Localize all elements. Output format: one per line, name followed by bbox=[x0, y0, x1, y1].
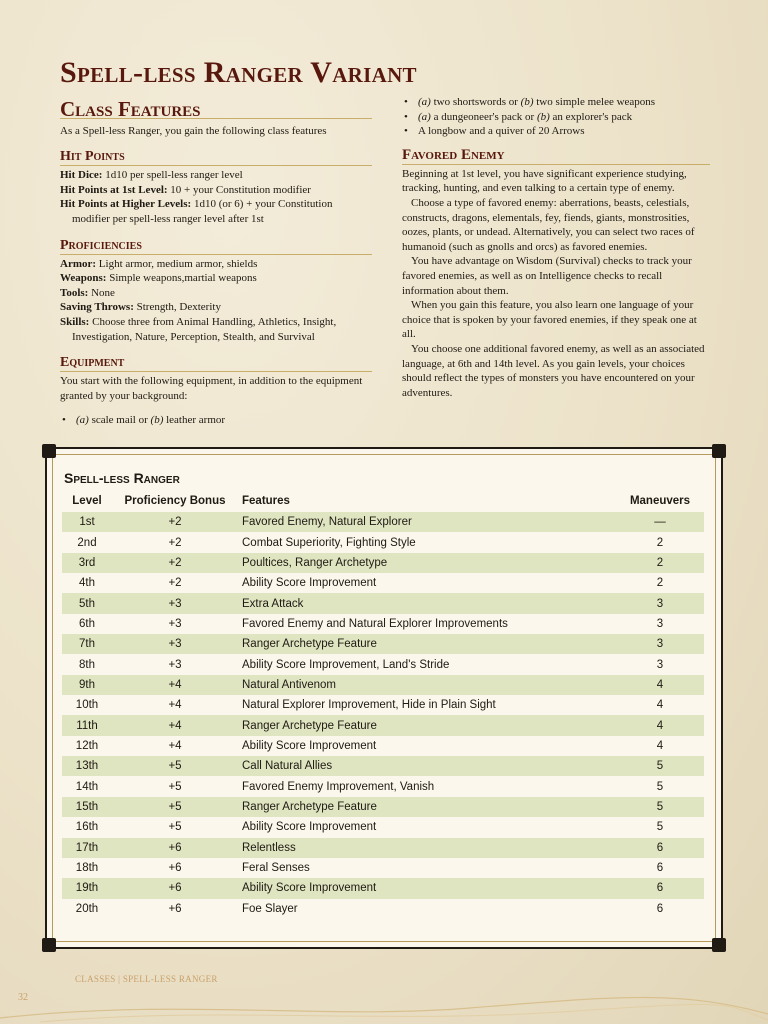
cell-level: 16th bbox=[75, 821, 99, 834]
cell-maneuvers: 3 bbox=[656, 638, 664, 651]
armor-label: Armor: bbox=[60, 257, 97, 270]
hp-higher-line bbox=[60, 197, 372, 226]
skills-text: Choose three from Animal Handling, Athletics, Insight, Investigation, Nature, Perception, Stealth, and Survival bbox=[72, 315, 337, 343]
cell-proficiency-bonus: +5 bbox=[168, 800, 182, 813]
table-row bbox=[62, 512, 704, 532]
saves-label: Saving Throws: bbox=[60, 301, 134, 314]
cell-level: 7th bbox=[79, 638, 95, 651]
cell-features: Ranger Archetype Feature bbox=[242, 800, 377, 813]
cell-maneuvers: 6 bbox=[656, 882, 664, 895]
cell-features: Extra Attack bbox=[242, 597, 304, 610]
cell-level: 11th bbox=[76, 719, 98, 732]
equipment-list-continued bbox=[402, 95, 710, 139]
table-row bbox=[62, 797, 704, 817]
proficiencies-heading: Proficiencies bbox=[60, 237, 372, 255]
cell-proficiency-bonus: +3 bbox=[168, 597, 182, 610]
option-a: (a) bbox=[418, 110, 431, 123]
cell-proficiency-bonus: +4 bbox=[168, 678, 182, 691]
cell-level: 15th bbox=[75, 800, 99, 813]
tools-label: Tools: bbox=[60, 286, 89, 299]
favored-enemy-paragraph: When you gain this feature, you also learn one language of your choice that is spoken by your favored enemies, if they speak one at all. bbox=[402, 299, 697, 341]
left-column bbox=[60, 97, 372, 428]
cell-proficiency-bonus: +5 bbox=[168, 780, 182, 793]
cell-level: 12th bbox=[75, 739, 99, 752]
table-row bbox=[62, 614, 704, 634]
class-table-title: Spell-less Ranger bbox=[64, 470, 180, 486]
skills-line bbox=[60, 315, 372, 344]
cell-proficiency-bonus: +3 bbox=[168, 617, 182, 630]
tools-line bbox=[60, 286, 372, 301]
cell-features: Foe Slayer bbox=[242, 902, 298, 915]
list-item bbox=[402, 95, 710, 110]
cell-level: 9th bbox=[79, 678, 95, 691]
cell-maneuvers: 2 bbox=[656, 556, 664, 569]
option-text: two simple melee weapons bbox=[533, 96, 656, 108]
table-row bbox=[62, 593, 704, 613]
option-b: (b) bbox=[536, 110, 550, 123]
cell-maneuvers: 2 bbox=[656, 577, 664, 590]
equipment-list bbox=[60, 413, 372, 428]
frame-corner-ornament bbox=[712, 444, 726, 458]
weapons-line bbox=[60, 271, 372, 286]
option-b: (b) bbox=[520, 96, 534, 108]
table-row bbox=[62, 553, 704, 573]
hit-dice-label: Hit Dice: bbox=[60, 169, 103, 182]
table-row bbox=[62, 899, 704, 919]
class-features-heading: Class Features bbox=[60, 102, 372, 119]
class-features-intro: As a Spell-less Ranger, you gain the following class features bbox=[60, 124, 327, 137]
cell-proficiency-bonus: +2 bbox=[168, 577, 182, 590]
page-number: 32 bbox=[18, 992, 28, 1003]
cell-maneuvers: 3 bbox=[656, 597, 664, 610]
cell-level: 4th bbox=[79, 577, 95, 590]
cell-maneuvers: 4 bbox=[656, 678, 664, 691]
frame-corner-ornament bbox=[42, 444, 56, 458]
cell-proficiency-bonus: +6 bbox=[168, 862, 182, 875]
bullet-icon: • bbox=[404, 96, 408, 108]
option-b: (b) bbox=[150, 414, 164, 427]
bullet-icon: • bbox=[62, 414, 66, 427]
cell-features: Favored Enemy Improvement, Vanish bbox=[242, 780, 435, 793]
column-header-maneuvers: Maneuvers bbox=[629, 495, 691, 507]
cell-features: Ability Score Improvement, Land's Stride bbox=[242, 658, 450, 671]
cell-features: Natural Explorer Improvement, Hide in Plain Sight bbox=[242, 699, 496, 712]
hp-higher-label: Hit Points at Higher Levels: bbox=[60, 198, 192, 211]
frame-corner-ornament bbox=[42, 938, 56, 952]
armor-line bbox=[60, 257, 372, 272]
cell-features: Feral Senses bbox=[242, 862, 310, 875]
list-item bbox=[402, 124, 710, 139]
table-row bbox=[62, 675, 704, 695]
cell-level: 10th bbox=[75, 699, 99, 712]
option-text: two shortswords or bbox=[430, 96, 521, 108]
cell-level: 14th bbox=[75, 780, 99, 793]
saves-line bbox=[60, 300, 372, 315]
cell-features: Ranger Archetype Feature bbox=[242, 719, 377, 732]
list-item bbox=[60, 413, 372, 428]
tools-text: None bbox=[91, 286, 115, 299]
cell-proficiency-bonus: +2 bbox=[168, 556, 182, 569]
cell-level: 13th bbox=[75, 760, 99, 773]
footer-swirl-ornament bbox=[0, 984, 768, 1024]
option-text: scale mail or bbox=[88, 414, 151, 427]
cell-proficiency-bonus: +3 bbox=[168, 658, 182, 671]
option-text: leather armor bbox=[163, 414, 226, 427]
cell-proficiency-bonus: +6 bbox=[168, 902, 182, 915]
table-row bbox=[62, 776, 704, 796]
cell-proficiency-bonus: +4 bbox=[168, 739, 182, 752]
cell-features: Natural Antivenom bbox=[242, 678, 336, 691]
table-row bbox=[62, 695, 704, 715]
cell-maneuvers: 5 bbox=[656, 800, 664, 813]
table-row bbox=[62, 634, 704, 654]
cell-maneuvers: 3 bbox=[656, 617, 664, 630]
table-row bbox=[62, 756, 704, 776]
weapons-text: Simple weapons,martial weapons bbox=[109, 272, 257, 285]
cell-proficiency-bonus: +4 bbox=[168, 719, 182, 732]
table-row bbox=[62, 654, 704, 674]
table-row bbox=[62, 817, 704, 837]
cell-maneuvers: 5 bbox=[656, 821, 664, 834]
hit-points-heading: Hit Points bbox=[60, 148, 372, 166]
cell-level: 3rd bbox=[78, 556, 96, 569]
saves-text: Strength, Dexterity bbox=[136, 301, 221, 314]
column-header-proficiency: Proficiency Bonus bbox=[124, 495, 226, 507]
cell-level: 2nd bbox=[77, 536, 97, 549]
cell-maneuvers: 5 bbox=[656, 780, 664, 793]
cell-proficiency-bonus: +3 bbox=[168, 638, 182, 651]
cell-level: 18th bbox=[75, 862, 99, 875]
favored-enemy-heading: Favored Enemy bbox=[402, 147, 710, 165]
cell-maneuvers: 4 bbox=[656, 739, 664, 752]
cell-maneuvers: 6 bbox=[656, 902, 664, 915]
frame-corner-ornament bbox=[712, 938, 726, 952]
armor-text: Light armor, medium armor, shields bbox=[98, 257, 258, 270]
option-text: an explorer's pack bbox=[549, 110, 633, 123]
favored-enemy-paragraph: Choose a type of favored enemy: aberrations, beasts, celestials, constructs, dragons, elementals, fey, fiends, giants, monstrosities, oozes, plants, or undead. Alternatively, you can select two races of humanoid (such as gnolls and orcs) as favored enemies. bbox=[402, 196, 695, 253]
bullet-icon: • bbox=[404, 125, 408, 138]
cell-proficiency-bonus: +4 bbox=[168, 699, 182, 712]
cell-features: Call Natural Allies bbox=[242, 760, 333, 773]
column-header-features: Features bbox=[242, 495, 290, 507]
cell-maneuvers: 4 bbox=[656, 719, 664, 732]
cell-proficiency-bonus: +6 bbox=[168, 882, 182, 895]
cell-proficiency-bonus: +6 bbox=[168, 841, 182, 854]
hp-higher-text: 1d10 (or 6) + your Constitution modifier per spell-less ranger level after 1st bbox=[72, 198, 333, 225]
option-text: a dungeoneer's pack or bbox=[430, 110, 537, 123]
option-text: A longbow and a quiver of 20 Arrows bbox=[418, 125, 585, 138]
bullet-icon: • bbox=[404, 110, 408, 123]
weapons-label: Weapons: bbox=[60, 272, 107, 285]
class-table-body bbox=[62, 512, 704, 919]
cell-maneuvers: 4 bbox=[656, 699, 664, 712]
cell-features: Relentless bbox=[242, 841, 296, 854]
table-row bbox=[62, 838, 704, 858]
table-row bbox=[62, 573, 704, 593]
cell-features: Ability Score Improvement bbox=[242, 882, 377, 895]
cell-features: Ranger Archetype Feature bbox=[242, 638, 377, 651]
column-header-level: Level bbox=[72, 495, 102, 507]
hit-dice-line bbox=[60, 168, 372, 183]
cell-maneuvers: — bbox=[654, 516, 666, 529]
equipment-intro: You start with the following equipment, in addition to the equipment granted by your background: bbox=[60, 375, 363, 402]
table-header-row bbox=[62, 490, 704, 512]
cell-level: 5th bbox=[79, 597, 95, 610]
cell-level: 1st bbox=[79, 516, 95, 529]
cell-maneuvers: 2 bbox=[656, 536, 664, 549]
cell-features: Ability Score Improvement bbox=[242, 577, 377, 590]
cell-features: Ability Score Improvement bbox=[242, 821, 377, 834]
cell-maneuvers: 6 bbox=[656, 862, 664, 875]
cell-features: Poultices, Ranger Archetype bbox=[242, 556, 388, 569]
cell-features: Favored Enemy and Natural Explorer Improvements bbox=[242, 617, 508, 630]
table-row bbox=[62, 736, 704, 756]
equipment-heading: Equipment bbox=[60, 354, 372, 372]
list-item bbox=[402, 110, 710, 125]
cell-features: Combat Superiority, Fighting Style bbox=[242, 536, 416, 549]
favored-enemy-paragraph: You choose one additional favored enemy, as well as an associated language, at 6th and 14th level. As you gain levels, your choices should reflect the types of monsters you have encountered on your adventures. bbox=[402, 342, 705, 399]
cell-maneuvers: 5 bbox=[656, 760, 664, 773]
hp-first-text: 10 + your Constitution modifier bbox=[170, 183, 311, 196]
favored-enemy-paragraph: Beginning at 1st level, you have significant experience studying, tracking, hunting, and even talking to a certain type of enemy. bbox=[402, 167, 687, 195]
cell-proficiency-bonus: +5 bbox=[168, 821, 182, 834]
cell-proficiency-bonus: +2 bbox=[168, 536, 182, 549]
table-row bbox=[62, 532, 704, 552]
hp-first-line bbox=[60, 183, 372, 198]
page-title: Spell-less Ranger Variant bbox=[60, 56, 417, 89]
cell-features: Favored Enemy, Natural Explorer bbox=[242, 516, 412, 529]
cell-features: Ability Score Improvement bbox=[242, 739, 377, 752]
page-footer: CLASSES | SPELL-LESS RANGER bbox=[75, 974, 218, 984]
cell-maneuvers: 6 bbox=[656, 841, 664, 854]
cell-proficiency-bonus: +2 bbox=[168, 516, 182, 529]
cell-proficiency-bonus: +5 bbox=[168, 760, 182, 773]
table-row bbox=[62, 715, 704, 735]
hit-dice-text: 1d10 per spell-less ranger level bbox=[105, 169, 243, 182]
cell-level: 8th bbox=[79, 658, 95, 671]
cell-level: 17th bbox=[75, 841, 99, 854]
cell-level: 6th bbox=[79, 617, 95, 630]
cell-level: 19th bbox=[75, 882, 99, 895]
hp-first-label: Hit Points at 1st Level: bbox=[60, 183, 168, 196]
option-a: (a) bbox=[76, 414, 89, 427]
table-row bbox=[62, 878, 704, 898]
table-row bbox=[62, 858, 704, 878]
skills-label: Skills: bbox=[60, 315, 90, 328]
class-table bbox=[62, 490, 704, 919]
favored-enemy-paragraph: You have advantage on Wisdom (Survival) checks to track your favored enemies, as well as on Intelligence checks to recall information about them. bbox=[402, 255, 692, 297]
right-column bbox=[402, 95, 710, 400]
cell-level: 20th bbox=[75, 902, 99, 915]
cell-maneuvers: 3 bbox=[656, 658, 664, 671]
option-a: (a) bbox=[418, 96, 431, 108]
